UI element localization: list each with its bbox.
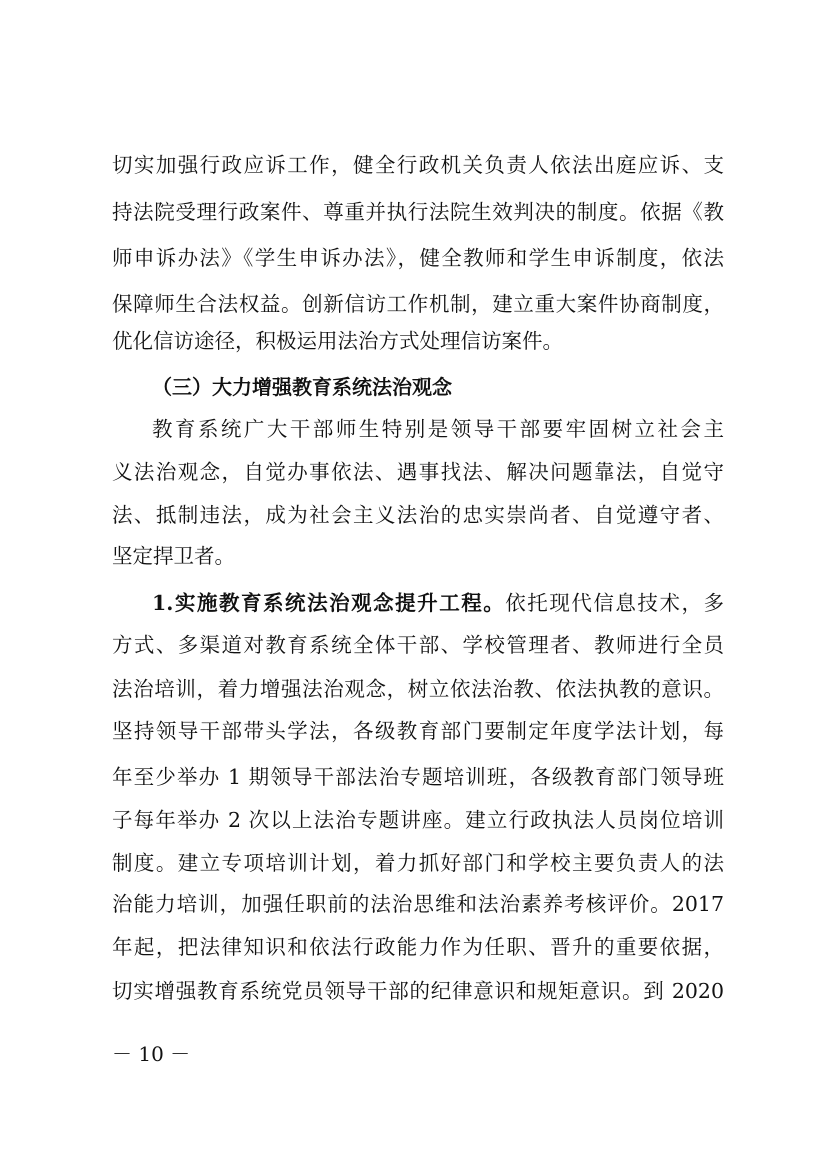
paragraph-line: 坚持领导干部带头学法，各级教育部门要制定年度学法计划，每 bbox=[112, 719, 724, 743]
item-first-line-text: 依托现代信息技术，多 bbox=[505, 591, 724, 615]
paragraph-line: 坚定捍卫者。 bbox=[112, 544, 235, 568]
paragraph-line: 方式、多渠道对教育系统全体干部、学校管理者、教师进行全员 bbox=[112, 633, 724, 657]
paragraph-line: 持法院受理行政案件、尊重并执行法院生效判决的制度。依据《教 bbox=[112, 200, 724, 224]
paragraph-line: 保障师生合法权益。创新信访工作机制，建立重大案件协商制度， bbox=[112, 292, 724, 316]
item-title: 1.实施教育系统法治观念提升工程。 bbox=[152, 591, 506, 615]
page-number: － 10 － bbox=[112, 1042, 191, 1066]
paragraph-line: 优化信访途径，积极运用法治方式处理信访案件。 bbox=[112, 329, 563, 353]
paragraph-line: 年起，把法律知识和依法行政能力作为任职、晋升的重要依据， bbox=[112, 935, 724, 959]
paragraph-line: 制度。建立专项培训计划，着力抓好部门和学校主要负责人的法 bbox=[112, 851, 724, 875]
paragraph-line: 教育系统广大干部师生特别是领导干部要牢固树立社会主 bbox=[152, 417, 724, 441]
paragraph-line: 切实增强教育系统党员领导干部的纪律意识和规矩意识。到 2020 bbox=[112, 979, 724, 1003]
paragraph-line: 义法治观念，自觉办事依法、遇事找法、解决问题靠法，自觉守 bbox=[112, 460, 724, 484]
paragraph-line: 师申诉办法》《学生申诉办法》，健全教师和学生申诉制度，依法 bbox=[112, 246, 724, 270]
item-first-line bbox=[152, 588, 724, 618]
paragraph-line: 法、抵制违法，成为社会主义法治的忠实崇尚者、自觉遵守者、 bbox=[112, 503, 724, 527]
paragraph-line: 治能力培训，加强任职前的法治思维和法治素养考核评价。2017 bbox=[112, 892, 724, 916]
section-heading: （三）大力增强教育系统法治观念 bbox=[152, 375, 452, 399]
paragraph-line: 年至少举办 1 期领导干部法治专题培训班，各级教育部门领导班 bbox=[112, 765, 724, 789]
paragraph-line: 切实加强行政应诉工作，健全行政机关负责人依法出庭应诉、支 bbox=[112, 153, 724, 177]
paragraph-line: 法治培训，着力增强法治观念，树立依法治教、依法执教的意识。 bbox=[112, 677, 724, 701]
paragraph-line: 子每年举办 2 次以上法治专题讲座。建立行政执法人员岗位培训 bbox=[112, 808, 724, 832]
